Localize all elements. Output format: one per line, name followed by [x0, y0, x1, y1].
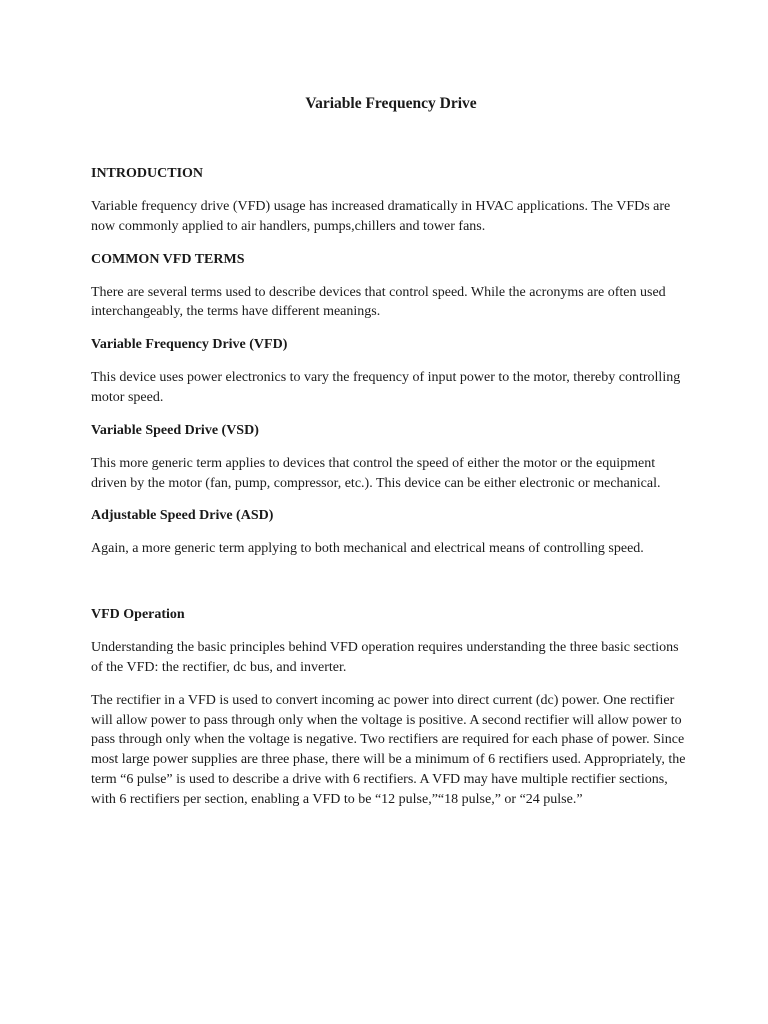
paragraph-introduction: Variable frequency drive (VFD) usage has increased dramatically in HVAC applications. The VFDs are now commonly applied to air handlers, pumps,chillers and tower fans. [91, 199, 671, 234]
paragraph-vfd-definition: This device uses power electronics to vary the frequency of input power to the motor, thereby controlling motor speed. [91, 370, 681, 405]
paragraph-common-vfd-terms: There are several terms used to describe devices that control speed. While the acronyms are often used interchangeably, the terms have different meanings. [91, 284, 666, 320]
document-body [91, 94, 691, 823]
section-heading-asd-definition: Adjustable Speed Drive (ASD) [91, 508, 274, 524]
paragraph-vfd-rectifier: The rectifier in a VFD is used to convert incoming ac power into direct current (dc) power. One rectifier will allow power to pass through only when the voltage is positive. A second rectifier will allow power to pass through only when the voltage is negative. Two rectifiers are required for each phase of power. Since most large power supplies are three phase, there will be a minimum of 6 rectifiers used. Appropriately, the term “6 pulse” is used to describe a drive with 6 rectifiers. A VFD may have multiple rectifier sections, with 6 rectifiers per section, enabling a VFD to be “12 pulse,”“18 pulse,” or “24 pulse.” [91, 692, 686, 807]
document-title: Variable Frequency Drive [305, 95, 477, 112]
paragraph-vsd-definition: This more generic term applies to devices that control the speed of either the motor or the equipment driven by the motor (fan, pump, compressor, etc.). This device can be either electronic or mechanical. [91, 455, 661, 491]
section-heading-common-vfd-terms: COMMON VFD TERMS [91, 251, 245, 267]
section-heading-vfd-operation: VFD Operation [91, 607, 185, 623]
section-heading-vsd-definition: Variable Speed Drive (VSD) [91, 422, 259, 438]
paragraph-vfd-operation-basics: Understanding the basic principles behind VFD operation requires understanding the three basic sections of the VFD: the rectifier, dc bus, and inverter. [91, 640, 679, 675]
section-heading-introduction: INTRODUCTION [91, 166, 204, 181]
section-heading-vfd-definition: Variable Frequency Drive (VFD) [91, 337, 288, 353]
paragraph-asd-definition: Again, a more generic term applying to both mechanical and electrical means of controlling speed. [91, 541, 644, 557]
